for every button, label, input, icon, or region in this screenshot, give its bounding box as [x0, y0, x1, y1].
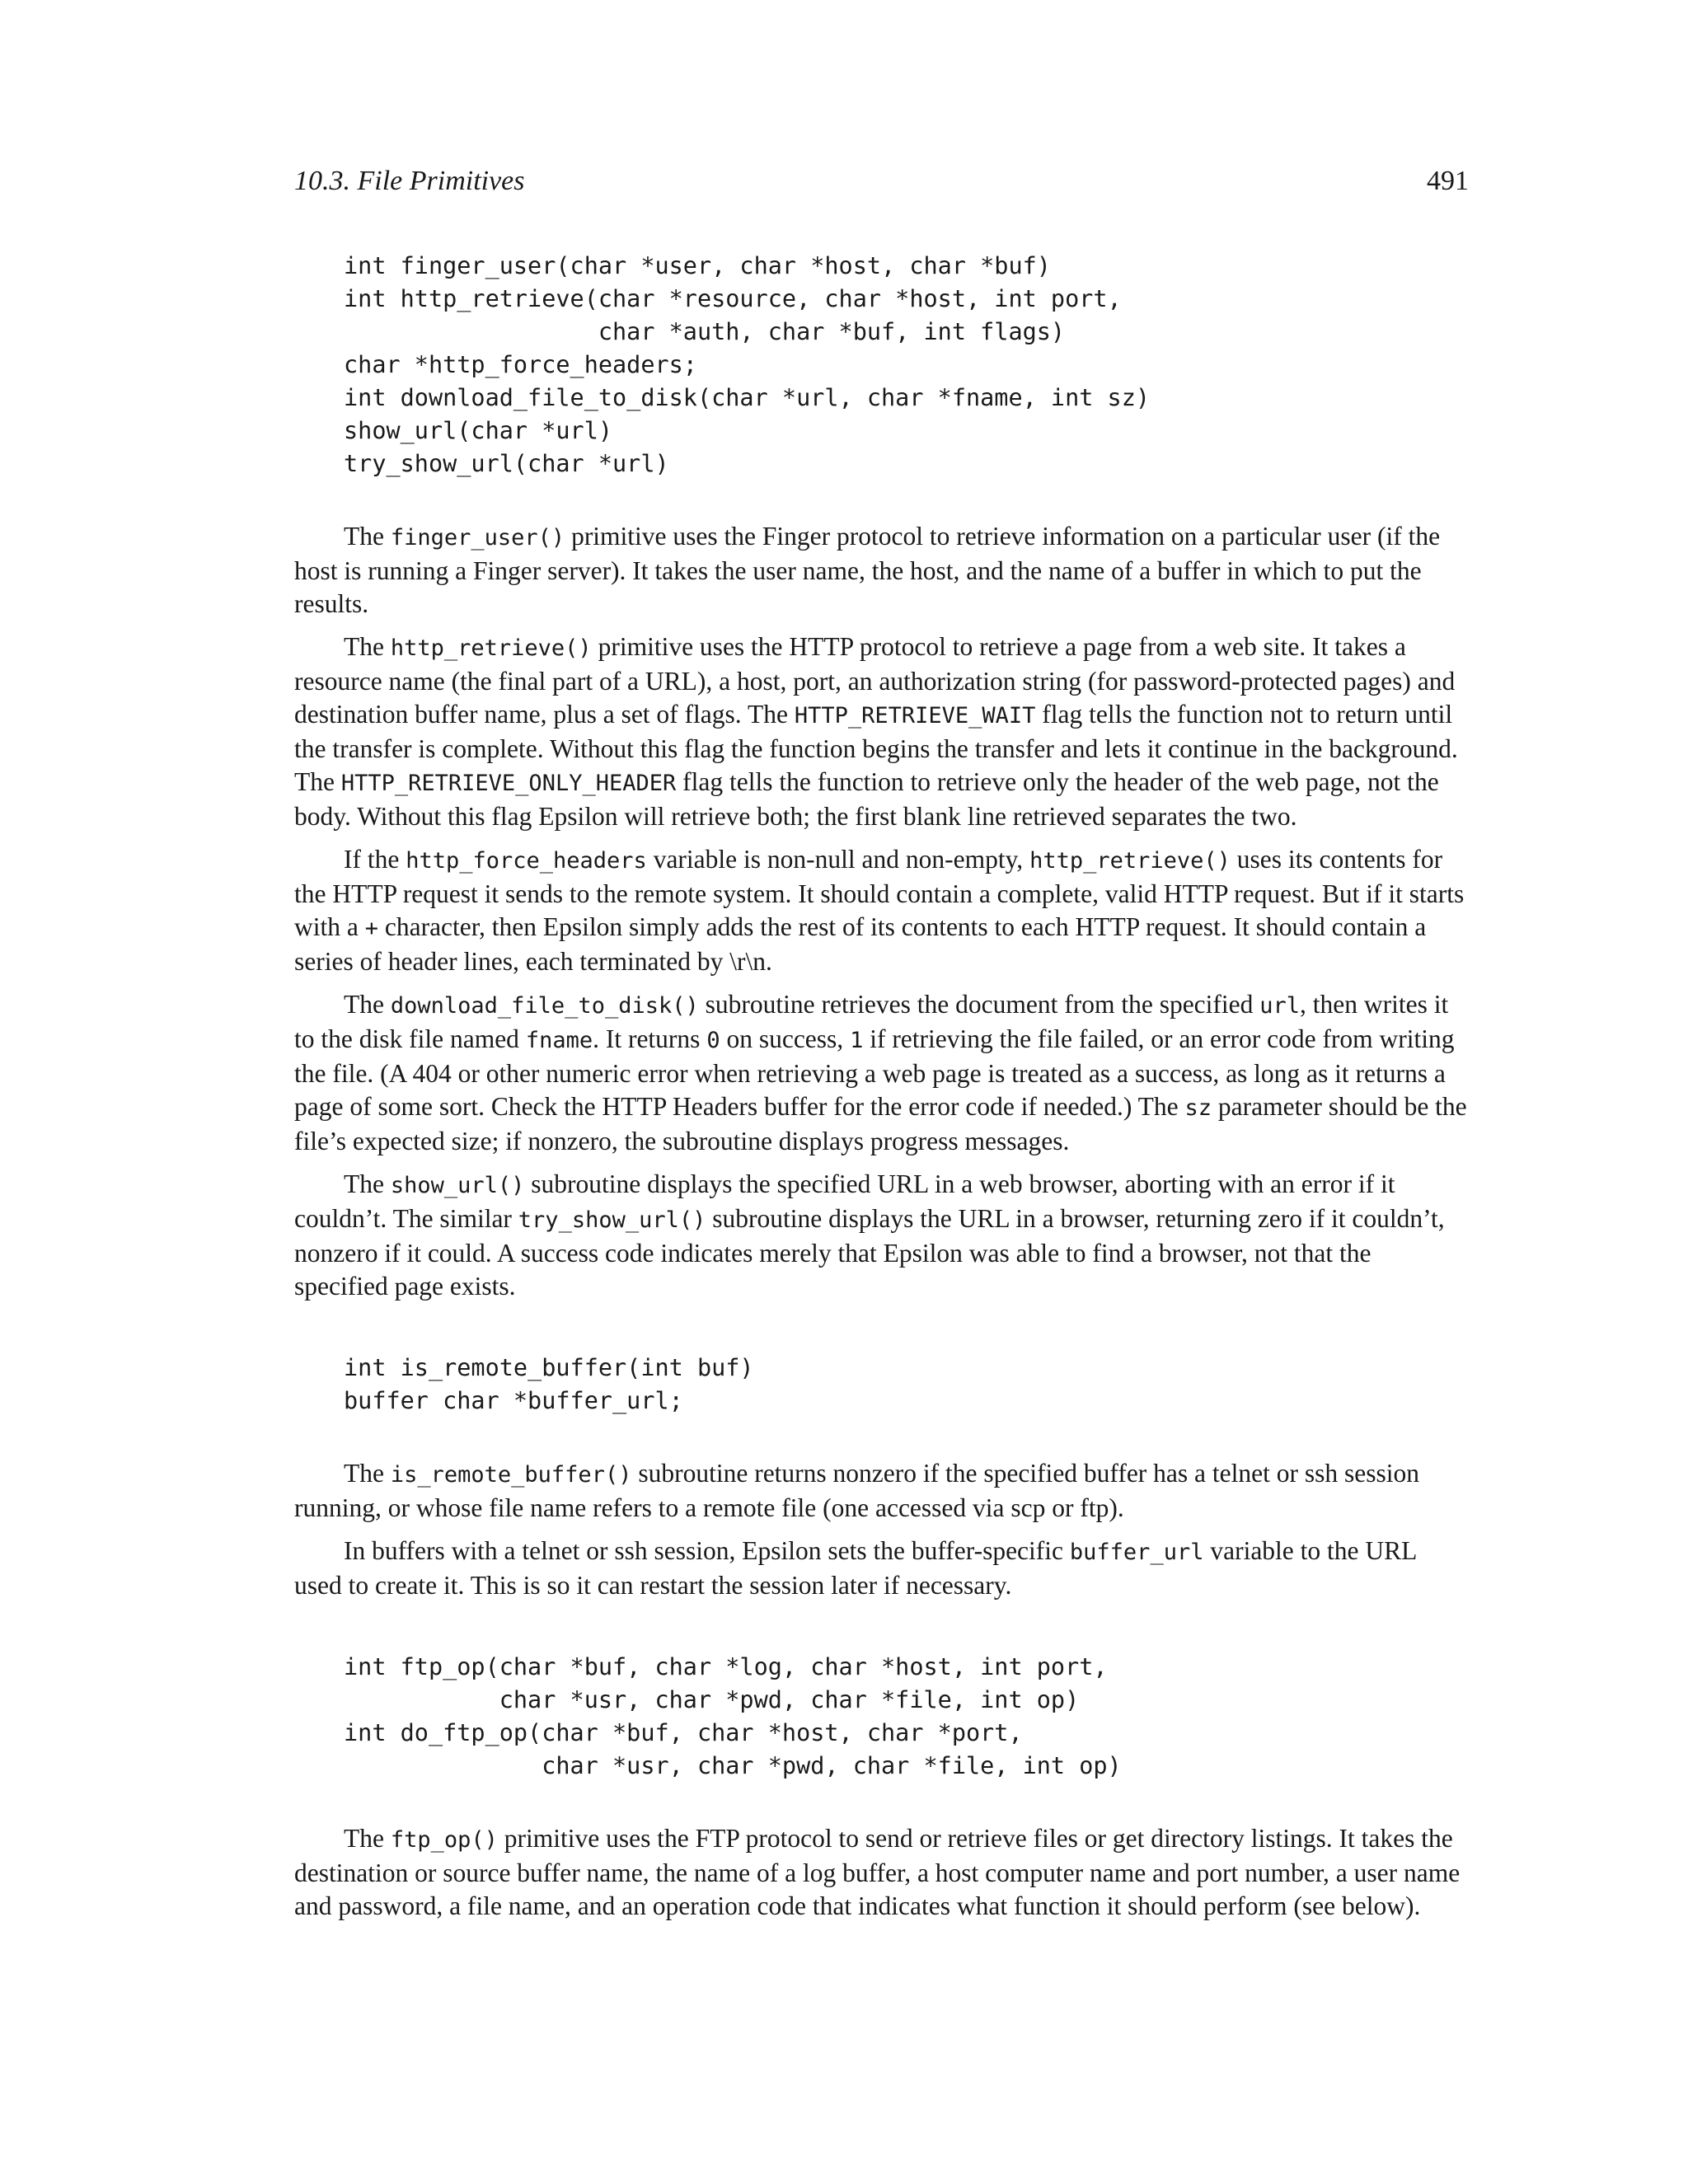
inline-code: HTTP_RETRIEVE_WAIT: [794, 703, 1036, 729]
text-run: subroutine retrieves the document from the specified: [698, 990, 1260, 1019]
paragraph-download-file: [294, 988, 1469, 1158]
paragraph-finger-user: [294, 520, 1469, 621]
text-run: uses its contents for the HTTP request it sends to the remote system. It should contain a complete, valid HTTP request. But if it starts with a: [294, 845, 1465, 941]
inline-code: +: [364, 916, 378, 941]
code-line: char *usr, char *pwd, char *file, int op): [344, 1686, 1080, 1713]
paragraph-ftp-op: [294, 1822, 1469, 1923]
text-run: The: [344, 990, 391, 1019]
paragraph-is-remote-buffer: [294, 1457, 1469, 1525]
text-run: subroutine displays the URL in a browser, returning zero if it couldn’t, nonzero if it could. A success code indicates merely that Epsilon was able to find a browser, not that the specified page exists.: [294, 1204, 1445, 1301]
code-line: int finger_user(char *user, char *host, char *buf): [344, 252, 1051, 279]
paragraph-show-url: [294, 1168, 1469, 1303]
code-line: int download_file_to_disk(char *url, char *fname, int sz): [344, 384, 1151, 411]
paragraph-buffer-url: [294, 1535, 1469, 1602]
code-line: int http_retrieve(char *resource, char *host, int port,: [344, 285, 1122, 312]
inline-code: http_retrieve(): [390, 635, 592, 661]
text-run: variable is non-null and non-empty,: [646, 845, 1030, 874]
inline-code: http_force_headers: [406, 848, 647, 874]
inline-code: buffer_url: [1069, 1540, 1204, 1565]
running-header: [294, 165, 1469, 211]
text-run: primitive uses the Finger protocol to retrieve information on a particular user (if the host is running a Finger server). It takes the user name, the host, and the name of a buffer in which to put the results.: [294, 522, 1441, 618]
paragraph-http-retrieve: [294, 630, 1469, 833]
text-run: The: [344, 1824, 391, 1853]
text-run: , then writes it to the disk file named: [294, 990, 1449, 1053]
document-page: [294, 165, 1469, 1923]
text-run: subroutine returns nonzero if the specified buffer has a telnet or ssh session running, or whose file name refers to a remote file (one accessed via scp or ftp).: [294, 1459, 1420, 1522]
text-run: on success,: [720, 1024, 851, 1053]
code-line: char *auth, char *buf, int flags): [344, 318, 1066, 345]
text-run: The: [344, 632, 391, 661]
text-run: if retrieving the file failed, or an error code from writing the file. (A 404 or other numeric error when retrieving a web page is treated as a success, as long as it returns a page of some sort. Check the HTTP Headers buffer for the error code if needed.) The: [294, 1024, 1455, 1121]
inline-code: 0: [706, 1028, 720, 1053]
code-line: int is_remote_buffer(int buf): [344, 1354, 754, 1381]
inline-code: http_retrieve(): [1029, 848, 1231, 874]
inline-code: is_remote_buffer(): [390, 1462, 632, 1488]
text-run: . It returns: [593, 1024, 707, 1053]
code-block-http: [294, 250, 1469, 480]
text-run: primitive uses the FTP protocol to send or retrieve files or get directory listings. It takes the destination or source buffer name, the name of a log buffer, a host computer name and port number, a user name and password, a file name, and an operation code that indicates what function it should perform (see below).: [294, 1824, 1461, 1920]
code-line: char *usr, char *pwd, char *file, int op): [344, 1752, 1122, 1779]
text-run: subroutine displays the specified URL in a web browser, aborting with an error if it couldn’t. The similar: [294, 1169, 1395, 1233]
text-run: The: [344, 1169, 391, 1198]
inline-code: url: [1259, 993, 1301, 1019]
code-line: show_url(char *url): [344, 417, 613, 444]
inline-code: sz: [1184, 1095, 1212, 1121]
section-title: 10.3. File Primitives: [294, 166, 525, 196]
page-number: 491: [1427, 166, 1469, 196]
inline-code: ftp_op(): [390, 1827, 498, 1853]
text-run: character, then Epsilon simply adds the rest of its contents to each HTTP request. It should contain a series of header lines, each terminated by \r\n.: [294, 912, 1427, 976]
text-run: The: [344, 1459, 391, 1488]
code-block-remote-buffer: [294, 1352, 1469, 1418]
code-line: buffer char *buffer_url;: [344, 1387, 683, 1414]
code-line: try_show_url(char *url): [344, 450, 669, 477]
text-run: flag tells the function not to return until the transfer is complete. Without this flag the function begins the transfer and lets it continue in the background. The: [294, 700, 1458, 796]
code-line: char *http_force_headers;: [344, 351, 697, 378]
code-block-ftp: [294, 1651, 1469, 1783]
text-run: The: [344, 522, 391, 551]
code-line: int ftp_op(char *buf, char *log, char *host, int port,: [344, 1653, 1108, 1680]
text-run: parameter should be the file’s expected size; if nonzero, the subroutine displays progress messages.: [294, 1092, 1467, 1155]
inline-code: try_show_url(): [518, 1207, 706, 1233]
inline-code: finger_user(): [390, 525, 565, 551]
text-run: primitive uses the HTTP protocol to retrieve a page from a web site. It takes a resource name (the final part of a URL), a host, port, an authorization string (for password-protected pages) and destination buffer name, plus a set of flags. The: [294, 632, 1456, 729]
inline-code: download_file_to_disk(): [390, 993, 699, 1019]
text-run: In buffers with a telnet or ssh session, Epsilon sets the buffer-specific: [344, 1536, 1070, 1565]
inline-code: HTTP_RETRIEVE_ONLY_HEADER: [340, 771, 677, 796]
text-run: flag tells the function to retrieve only the header of the web page, not the body. Without this flag Epsilon will retrieve both; the first blank line retrieved separates the two.: [294, 767, 1439, 831]
text-run: If the: [344, 845, 406, 874]
inline-code: fname: [525, 1028, 593, 1053]
inline-code: show_url(): [390, 1173, 525, 1198]
inline-code: 1: [850, 1028, 864, 1053]
paragraph-force-headers: [294, 843, 1469, 978]
text-run: variable to the URL used to create it. This is so it can restart the session later if necessary.: [294, 1536, 1417, 1600]
code-line: int do_ftp_op(char *buf, char *host, char *port,: [344, 1719, 1023, 1746]
